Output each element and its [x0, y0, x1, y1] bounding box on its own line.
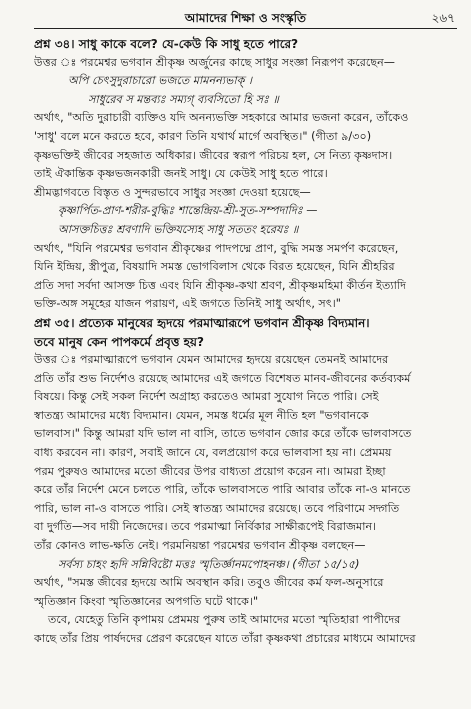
- paragraph-line: বিষয়ে। কিন্তু সেই সকল নির্দেশ অগ্রাহ্য করতেও আমরা সুযোগ নিতে পারি। সেই: [34, 390, 379, 404]
- paragraph-line: অর্থাৎ, "সমস্ত জীবের হৃদয়ে আমি অবস্থান করি। তবুও জীবের কর্ম ফল-অনুসারে: [34, 576, 384, 590]
- paragraph-line: বাধ্য করবেন না। কারণ, সবাই জানে যে, বলপ্রয়োগ করে ভালবাসা হয় না। প্রেমময়: [34, 446, 392, 460]
- paragraph-line: অর্থাৎ, "যিনি পরমেশ্বর ভগবান শ্রীকৃষ্ণের পাদপদ্মে প্রাণ, বুদ্ধি সমস্ত সমর্পণ করেছেন,: [34, 241, 399, 255]
- question-35-cont: তবে মানুষ কেন পাপকর্মে প্রবৃত্ত হয়?: [34, 334, 204, 349]
- question-34: প্রশ্ন ৩৪। সাধু কাকে বলে? যে-কেউ কি সাধু হতে পারে?: [34, 37, 299, 51]
- paragraph-line: অর্থাৎ, "অতি দুরাচারী ব্যক্তিও যদি অনন্যভক্তি সহকারে আমার ভজনা করেন, তাঁকেও: [34, 111, 409, 125]
- paragraph-line: যিনি ইন্দ্রিয়, স্ত্রীপুত্র, বিষয়াদি সমস্ত ভোগবিলাস থেকে বিরত হয়েছেন, যিনি শ্রীহরির: [34, 260, 395, 274]
- bhagavatam-verse-line: কৃষ্ণার্পিত-প্রাণ-শরীর-বুদ্ধিঃ শান্তেন্দ্রিয়-শ্রী-সুত-সম্পদাদিঃ —: [58, 204, 318, 218]
- paragraph-line: পরম পুরুষও আমাদের মতো জীবের উপর বাধ্যতা প্রয়োগ করেন না। আমরা ইচ্ছা: [34, 464, 386, 478]
- paragraph-line: তাঁর কোনও লাভ-ক্ষতি নেই। পরমনিয়ন্তা পরমেশ্বর ভগবান শ্রীকৃষ্ণ বলছেন—: [34, 539, 366, 553]
- page-header: [34, 8, 457, 29]
- paragraph-line: স্মৃতিজ্ঞান কিংবা স্মৃতিজ্ঞানের অপগতি ঘটে থাকে।": [34, 594, 259, 608]
- paragraph-line: প্রতি সদা সর্বদা আসক্ত চিত্ত এবং যিনি শ্রীকৃষ্ণ-কথা শ্রবণ, শ্রীকৃষ্ণমহিমা কীর্তন ইত্যাদি: [34, 278, 406, 292]
- paragraph-line: তবে, যেহেতু তিনি কৃপাময় প্রেমময় পুরুষ তাই আমাদের মতো স্মৃতিহারা পাপীদের: [48, 613, 401, 627]
- answer-line: উত্তর ঃ পরমাত্মারূপে ভগবান যেমন আমাদের হৃদয়ে রয়েছেন তেমনই আমাদের: [34, 353, 389, 367]
- paragraph-line: ভালবাস।" কিন্তু আমরা যদি ভাল না বাসি, তাতে ভগবান জোর করে তাঁকে ভালবাসতে: [34, 427, 412, 441]
- paragraph-line: বা দুর্গতি—সব দায়ী নিজেদের। তবে পরমাত্মা নির্বিকার সাক্ষীরূপেই বিরাজমান।: [34, 520, 377, 534]
- paragraph-line: কাছে তাঁর প্রিয় পার্ষদদের প্রেরণ করেছেন যাতে তাঁরা কৃষ্ণকথা প্রচারের মাধ্যমে আমাদের: [34, 632, 416, 645]
- page-number: ২৬৭: [431, 11, 455, 25]
- paragraph-line: কৃষ্ণভক্তিই জীবের সহজাত অধিকার। জীবের স্বরূপ পরিচয় হল, সে নিত্য কৃষ্ণদাস।: [34, 148, 393, 162]
- paragraph-line: করে তাঁর নির্দেশ মেনে চলতে পারি, তাঁকে ভালবাসতে পারি আবার তাঁকে না-ও মানতে: [34, 483, 411, 497]
- gita-verse-line: সর্বস্য চাহং হৃদি সন্নিবিষ্টো মত্তঃ স্মৃতির্জ্ঞানমপোহনঞ্চ। (গীতা ১৫/১৫): [58, 557, 360, 571]
- running-title: আমাদের শিক্ষা ও সংস্কৃতি: [184, 11, 307, 25]
- gita-verse-line: সাধুরেব স মন্তব্যঃ সম্যগ্ ব্যবসিতো হি সঃ ॥: [88, 92, 279, 106]
- bhagavatam-verse-line: আসক্তচিত্তঃ শ্রবণাদি ভক্তিযস্যেহ সাধু সততং হরেযঃ ॥: [58, 222, 299, 236]
- paragraph-line: স্বাতন্ত্র্য আমাদের মধ্যে বিদ্যমান। যেমন, সমস্ত ধর্মের মূল নীতি হল "ভগবানকে: [34, 408, 369, 422]
- answer-line: উত্তর ঃ পরমেশ্বর ভগবান শ্রীকৃষ্ণ অর্জুনের কাছে সাধুর সংজ্ঞা নিরূপণ করেছেন—: [34, 55, 395, 69]
- paragraph-line: শ্রীমদ্ভাগবতে বিস্তৃত ও সুন্দরভাবে সাধুর সংজ্ঞা দেওয়া হয়েছে—: [34, 185, 311, 199]
- paragraph-line: ভক্তি-অঙ্গ সমূহের যাজন পরায়ণ, এই জগতে তিনিই সাধু অর্থাৎ, সৎ।": [34, 297, 341, 311]
- paragraph-line: 'সাধু' বলে মনে করতে হবে, কারণ তিনি যথার্থ মার্গে অবস্থিত।" (গীতা ৯/৩০): [34, 129, 372, 143]
- question-35: প্রশ্ন ৩৫। প্রত্যেক মানুষের হৃদয়ে পরমাত্মারূপে ভগবান শ্রীকৃষ্ণ বিদ্যমান।: [34, 315, 370, 330]
- paragraph-line: পারি, ভাল না-ও বাসতে পারি। সেই স্বাতন্ত্র্য আমাদের রয়েছে। তবে পরিণামে সদ্গতি: [34, 501, 400, 515]
- paragraph-line: তাই ঐকান্তিক কৃষ্ণভজনকারী জনই সাধু। যে কেউই সাধু হতে পারে।: [34, 167, 328, 181]
- paragraph-line: প্রতি তাঁর শুভ নির্দেশও রয়েছে আমাদের এই জগতে বিশেষত মানব-জীবনের কর্তব্যকর্ম: [34, 371, 411, 385]
- gita-verse-line: অপি চেৎসুদুরাচারো ভজতে মামনন্যভাক্ ।: [68, 74, 253, 88]
